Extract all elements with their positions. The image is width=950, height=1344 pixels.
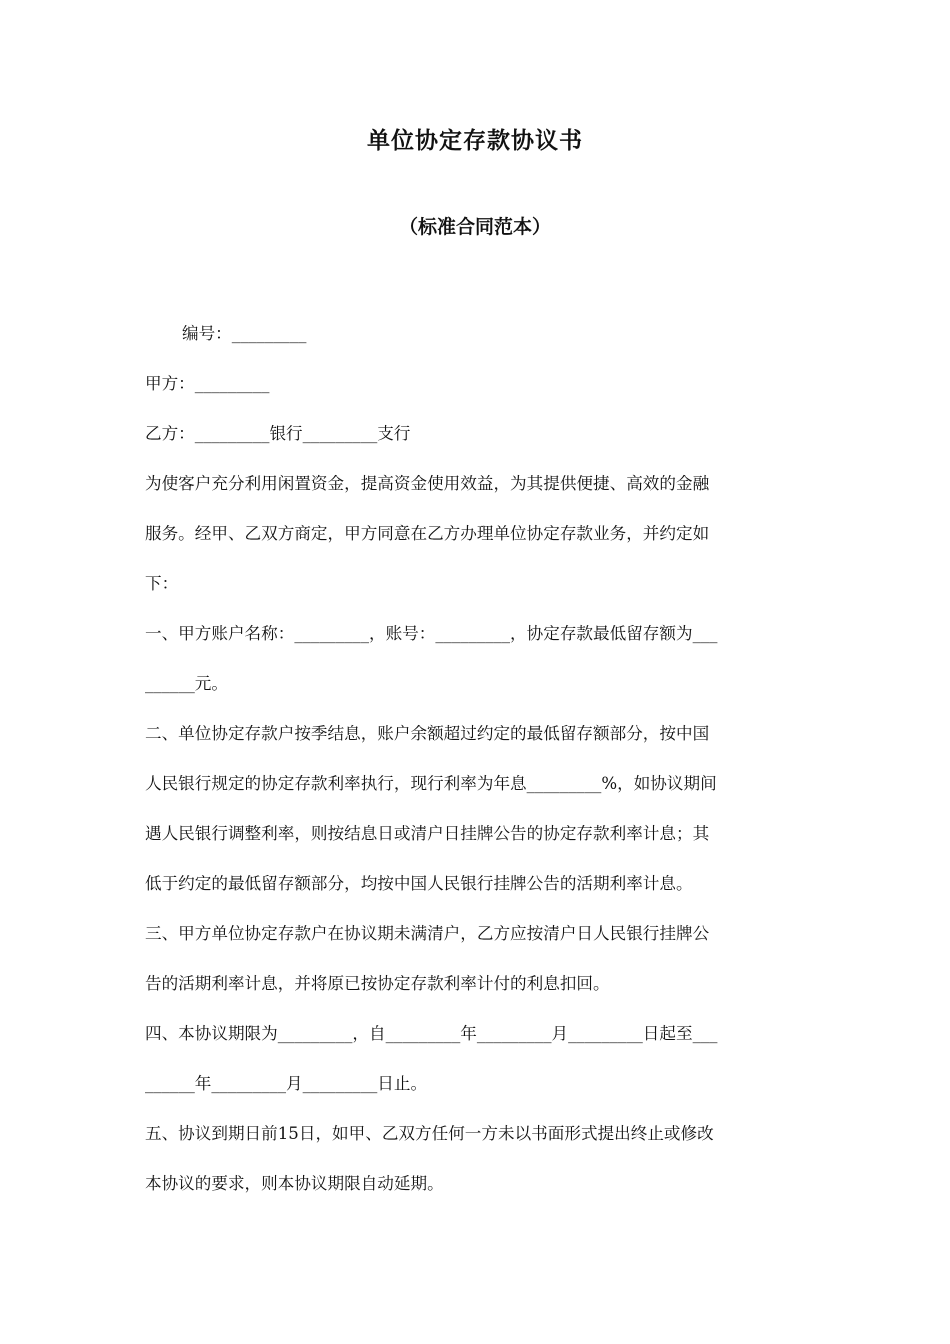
party-a-line: 甲方：_________ bbox=[145, 374, 270, 393]
clause-2-line: 人民银行规定的协定存款利率执行，现行利率为年息_________%，如协议期间 bbox=[145, 774, 717, 793]
party-b-line: 乙方：_________银行_________支行 bbox=[145, 424, 411, 443]
preamble-line: 服务。经甲、乙双方商定，甲方同意在乙方办理单位协定存款业务，并约定如 bbox=[145, 524, 710, 543]
clause-3-line: 三、甲方单位协定存款户在协议期未满清户，乙方应按清户日人民银行挂牌公 bbox=[145, 924, 710, 943]
clause-1-line: ______元。 bbox=[145, 674, 228, 693]
document-title: 单位协定存款协议书 bbox=[367, 128, 583, 154]
document-body bbox=[145, 309, 810, 1209]
clause-1-line: 一、甲方账户名称：_________，账号：_________，协定存款最低留存额为___ bbox=[145, 624, 718, 643]
clause-4-line: ______年_________月_________日止。 bbox=[145, 1074, 428, 1093]
document-subtitle: （标准合同范本） bbox=[398, 216, 551, 238]
clause-3-line: 告的活期利率计息，并将原已按协定存款利率计付的利息扣回。 bbox=[145, 974, 610, 993]
contract-number-line: 编号：_________ bbox=[182, 324, 307, 343]
clause-5-line: 五、协议到期日前15日，如甲、乙双方任何一方未以书面形式提出终止或修改 bbox=[145, 1124, 714, 1143]
clause-2-line: 二、单位协定存款户按季结息，账户余额超过约定的最低留存额部分，按中国 bbox=[145, 724, 710, 743]
clause-5-line: 本协议的要求，则本协议期限自动延期。 bbox=[145, 1174, 444, 1193]
preamble-line: 为使客户充分利用闲置资金，提高资金使用效益，为其提供便捷、高效的金融 bbox=[145, 474, 710, 493]
clause-2-line: 遇人民银行调整利率，则按结息日或清户日挂牌公告的协定存款利率计息；其 bbox=[145, 824, 710, 843]
clause-4-line: 四、本协议期限为_________，自_________年_________月_________日起至___ bbox=[145, 1024, 718, 1043]
preamble-line: 下： bbox=[145, 574, 179, 593]
clause-2-line: 低于约定的最低留存额部分，均按中国人民银行挂牌公告的活期利率计息。 bbox=[145, 874, 693, 893]
